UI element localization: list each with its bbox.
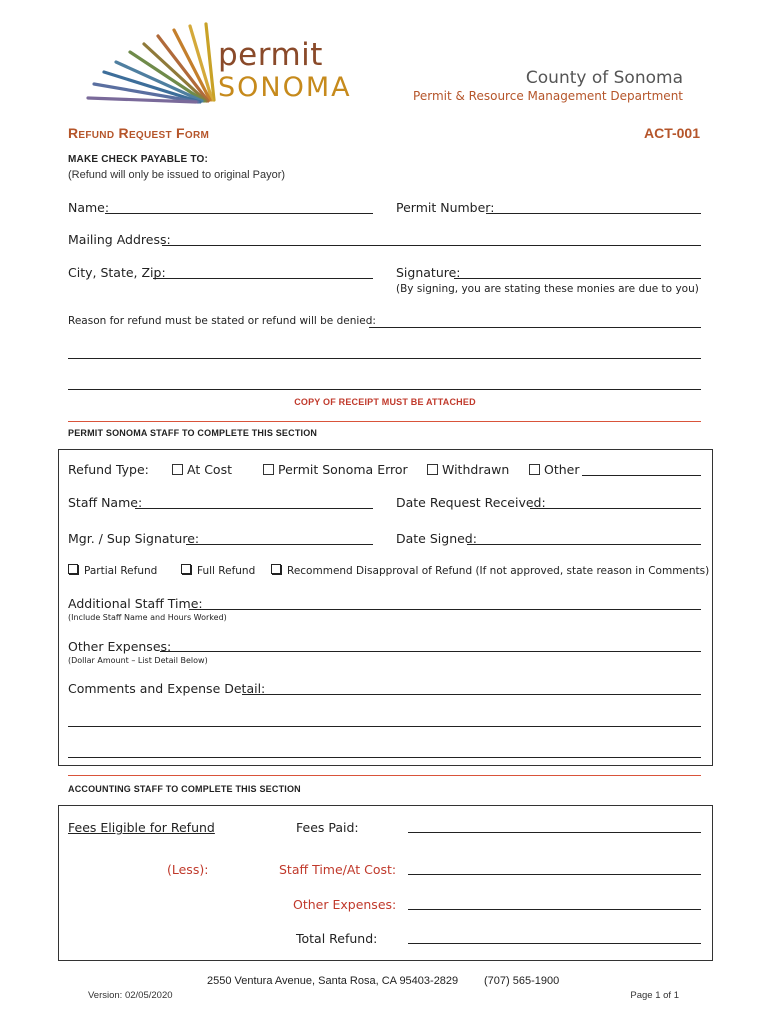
refund-type-other-field[interactable] bbox=[582, 475, 701, 476]
mgr-signature-field[interactable] bbox=[186, 544, 373, 545]
refund-type-at-cost[interactable]: At Cost bbox=[172, 462, 232, 477]
comments-label: Comments and Expense Detail: bbox=[68, 681, 266, 696]
other-expenses-label: Other Expenses: bbox=[68, 639, 172, 654]
recommend-disapproval-option[interactable]: Recommend Disapproval of Refund (If not approved, state reason in Comments) bbox=[271, 564, 709, 577]
date-signed-label: Date Signed: bbox=[396, 531, 477, 546]
full-refund-option[interactable]: Full Refund bbox=[181, 564, 255, 577]
staff-time-label: Staff Time/At Cost: bbox=[279, 862, 397, 877]
less-label: (Less): bbox=[167, 862, 209, 877]
city-state-zip-label: City, State, Zip: bbox=[68, 265, 166, 280]
signature-field[interactable] bbox=[454, 278, 701, 279]
total-refund-label: Total Refund: bbox=[296, 931, 378, 946]
form-code: ACT-001 bbox=[643, 125, 700, 141]
other-expenses-field[interactable] bbox=[160, 651, 701, 652]
mailing-address-label: Mailing Address: bbox=[68, 232, 171, 247]
reason-field-line-3[interactable] bbox=[68, 389, 701, 390]
staff-name-label: Staff Name: bbox=[68, 495, 143, 510]
total-refund-field[interactable] bbox=[408, 943, 701, 944]
staff-section-heading: PERMIT SONOMA STAFF TO COMPLETE THIS SECTION bbox=[68, 428, 318, 438]
reason-field-line-1[interactable] bbox=[369, 327, 701, 328]
accounting-other-expenses-label: Other Expenses: bbox=[293, 897, 397, 912]
checkbox-icon[interactable] bbox=[68, 564, 78, 574]
payable-heading: MAKE CHECK PAYABLE TO: bbox=[68, 154, 208, 165]
fees-eligible-label: Fees Eligible for Refund bbox=[68, 820, 215, 835]
county-name: County of Sonoma bbox=[525, 68, 683, 88]
additional-time-label: Additional Staff Time: bbox=[68, 596, 203, 611]
additional-time-field[interactable] bbox=[189, 609, 701, 610]
signature-label: Signature: bbox=[396, 265, 461, 280]
permit-sonoma-logo-rays bbox=[86, 20, 216, 104]
logo-word-permit: permit bbox=[218, 37, 323, 73]
mgr-signature-label: Mgr. / Sup Signature: bbox=[68, 531, 200, 546]
footer-phone: (707) 565-1900 bbox=[484, 975, 560, 987]
fees-paid-label: Fees Paid: bbox=[296, 820, 359, 835]
date-received-field[interactable] bbox=[530, 508, 701, 509]
refund-type-permit-sonoma-error[interactable]: Permit Sonoma Error bbox=[263, 462, 408, 477]
partial-refund-option[interactable]: Partial Refund bbox=[68, 564, 157, 577]
accounting-section-heading: ACCOUNTING STAFF TO COMPLETE THIS SECTION bbox=[68, 784, 301, 794]
name-field[interactable] bbox=[105, 213, 373, 214]
staff-name-field[interactable] bbox=[135, 508, 373, 509]
divider-red-2 bbox=[68, 775, 701, 776]
name-label: Name: bbox=[68, 200, 110, 215]
divider-red-1 bbox=[68, 421, 701, 422]
date-received-label: Date Request Received: bbox=[396, 495, 546, 510]
payable-note: (Refund will only be issued to original Payor) bbox=[68, 169, 286, 181]
date-signed-field[interactable] bbox=[467, 544, 701, 545]
staff-time-field[interactable] bbox=[408, 874, 701, 875]
checkbox-icon[interactable] bbox=[271, 564, 281, 574]
footer-version: Version: 02/05/2020 bbox=[88, 990, 173, 1001]
refund-type-withdrawn[interactable]: Withdrawn bbox=[427, 462, 509, 477]
fees-paid-field[interactable] bbox=[408, 832, 701, 833]
additional-time-note: (Include Staff Name and Hours Worked) bbox=[68, 613, 227, 622]
comments-field-line-2[interactable] bbox=[68, 726, 701, 727]
comments-field-line-1[interactable] bbox=[242, 694, 701, 695]
mailing-address-field[interactable] bbox=[162, 245, 701, 246]
footer-address: 2550 Ventura Avenue, Santa Rosa, CA 95403-2829 bbox=[207, 975, 459, 987]
checkbox-icon[interactable] bbox=[263, 464, 274, 475]
logo-word-sonoma: SONOMA bbox=[218, 72, 352, 103]
checkbox-icon[interactable] bbox=[172, 464, 183, 475]
permit-number-field[interactable] bbox=[486, 213, 701, 214]
refund-type-label: Refund Type: bbox=[68, 462, 149, 477]
form-title: Refund Request Form bbox=[68, 125, 210, 141]
accounting-other-expenses-field[interactable] bbox=[408, 909, 701, 910]
signature-note: (By signing, you are stating these monies are due to you) bbox=[396, 283, 699, 295]
checkbox-icon[interactable] bbox=[427, 464, 438, 475]
permit-number-label: Permit Number: bbox=[396, 200, 495, 215]
city-state-zip-field[interactable] bbox=[153, 278, 373, 279]
footer-page: Page 1 of 1 bbox=[630, 990, 679, 1001]
checkbox-icon[interactable] bbox=[529, 464, 540, 475]
reason-label: Reason for refund must be stated or refund will be denied: bbox=[68, 315, 376, 327]
comments-field-line-3[interactable] bbox=[68, 757, 701, 758]
checkbox-icon[interactable] bbox=[181, 564, 191, 574]
refund-type-other[interactable]: Other bbox=[529, 462, 580, 477]
department-name: Permit & Resource Management Department bbox=[413, 89, 683, 103]
receipt-notice: COPY OF RECEIPT MUST BE ATTACHED bbox=[294, 397, 476, 407]
reason-field-line-2[interactable] bbox=[68, 358, 701, 359]
other-expenses-note: (Dollar Amount – List Detail Below) bbox=[68, 656, 208, 665]
